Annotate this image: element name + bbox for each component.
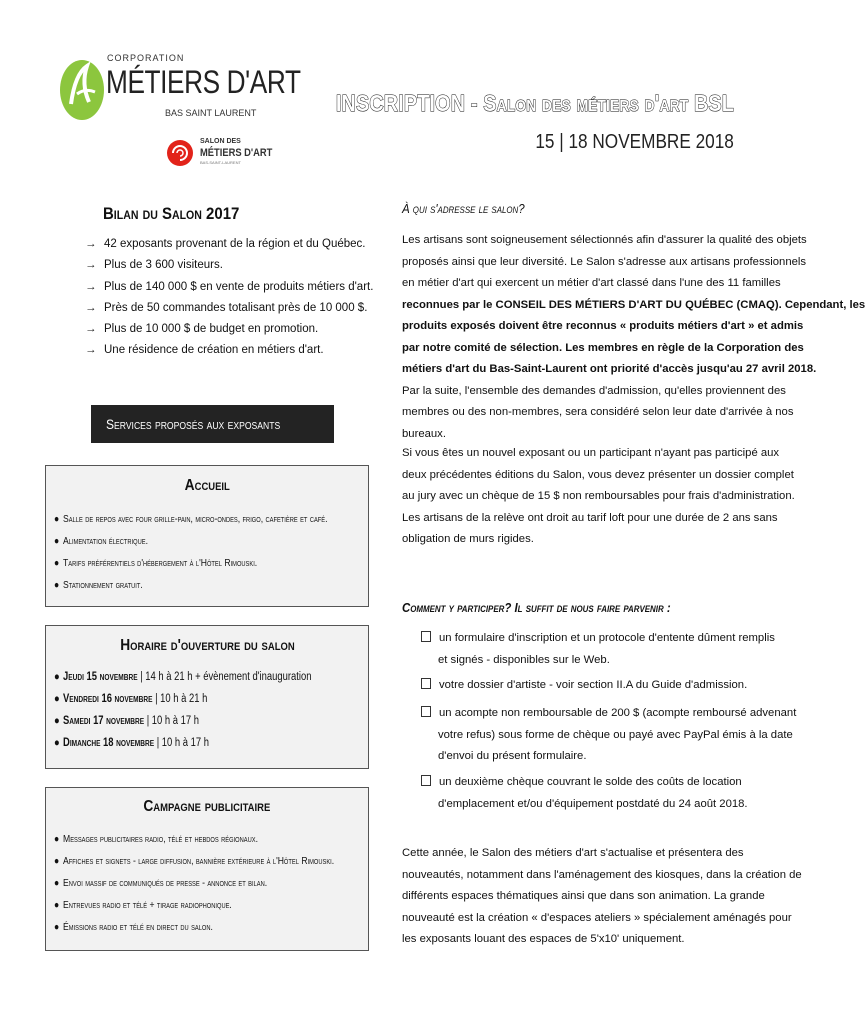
checklist-item xyxy=(421,628,775,671)
services-banner-label: Services proposés aux exposants xyxy=(106,416,281,432)
text-line: votre refus) sous forme de chèque ou payé avec PayPal émis à la date xyxy=(438,728,793,741)
horaire-title: Horaire d'ouverture du salon xyxy=(119,637,295,654)
arrow-icon: → xyxy=(85,238,97,250)
text-line: obligation de murs rigides. xyxy=(402,533,534,545)
list-item: ● Dimanche 18 novembre | 10 h à 17 h xyxy=(54,737,209,749)
list-item: → Près de 50 commandes totalisant près de 10 000 $. xyxy=(85,301,368,314)
text-line: un formulaire d'inscription et un protocole d'entente dûment remplis xyxy=(421,628,737,650)
text-line: Les artisans sont soigneusement sélectionnés afin d'assurer la qualité des objets xyxy=(402,234,807,246)
accueil-box xyxy=(45,465,369,607)
novelty-paragraph xyxy=(402,843,802,951)
logo-region: BAS SAINT LAURENT xyxy=(165,108,257,118)
list-item: ● Alimentation électrique. xyxy=(54,535,148,547)
text-line: nouveautés, notamment dans l'aménagement des kiosques, dans la création de xyxy=(402,868,802,881)
text-line: différents espaces thématiques ainsi que dans son animation. La grande xyxy=(402,890,765,902)
checkbox-icon xyxy=(421,678,431,689)
services-banner xyxy=(91,405,334,443)
arrow-icon: → xyxy=(85,344,97,357)
salon-logo-line3: BAS-SAINT-LAURENT xyxy=(200,160,241,165)
text-line: par notre comité de sélection. Les membres en règle de la Corporation des xyxy=(402,341,804,354)
list-item: ● Stationnement gratuit. xyxy=(54,579,143,591)
text-line: d'emplacement et/ou d'équipement postdaté du 24 août 2018. xyxy=(438,797,748,810)
logo-corporation-text: CORPORATION xyxy=(107,53,185,63)
text-line: Les artisans de la relève ont droit au tarif loft pour une durée de 2 ans sans xyxy=(402,511,778,524)
bullet-icon: ● xyxy=(54,557,60,569)
bullet-icon: ● xyxy=(54,737,60,749)
text-line: Cette année, le Salon des métiers d'art s'actualise et présentera des xyxy=(402,847,744,859)
bullet-icon: ● xyxy=(54,693,60,705)
campagne-box xyxy=(45,787,369,951)
text-line: en métier d'art qui exercent un métier d'art classé dans l'une des 11 familles xyxy=(402,277,781,289)
text-line: un deuxième chèque couvrant le solde des coûts de location xyxy=(421,772,737,794)
list-item: ● Affiches et signets - large diffusion, bannière extérieure à l'Hôtel Rimouski. xyxy=(54,855,335,867)
checkbox-icon xyxy=(421,631,431,642)
bullet-icon: ● xyxy=(54,877,60,889)
logo-title: MÉTIERS D'ART xyxy=(106,64,301,100)
text-line: et signés - disponibles sur le Web. xyxy=(438,653,610,666)
text-line: Par la suite, l'ensemble des demandes d'admission, qu'elles proviennent des xyxy=(402,384,786,397)
list-item: → Plus de 140 000 $ en vente de produits métiers d'art. xyxy=(85,280,374,293)
list-item: ● Entrevues radio et télé + tirage radiophonique. xyxy=(54,899,232,911)
text-line: Si vous êtes un nouvel exposant ou un participant n'ayant pas participé aux xyxy=(402,447,780,459)
text-line: au jury avec un chèque de 15 $ non remboursables pour frais d'administration. xyxy=(402,490,795,502)
page-title: INSCRIPTION - Salon des métiers d'art BSL xyxy=(335,90,734,116)
bullet-icon: ● xyxy=(54,535,60,547)
text-line: nouveauté est la création « d'espaces ateliers » spécialement aménagés pour xyxy=(402,911,792,924)
bullet-icon: ● xyxy=(54,899,60,911)
checklist-item xyxy=(421,675,748,697)
checklist-item xyxy=(421,703,797,768)
list-item: ● Envoi massif de communiqués de presse - annonce et bilan. xyxy=(54,877,268,889)
text-line: un acompte non remboursable de 200 $ (acompte remboursé advenant xyxy=(421,703,737,725)
text-line: membres ou des non-membres, sera considéré selon leur date d'arrivée à nos xyxy=(402,406,794,418)
how-to-participate-heading: Comment y participer? Il suffit de nous faire parvenir : xyxy=(402,600,671,615)
salon-logo-icon xyxy=(166,139,194,167)
list-item: ● Samedi 17 novembre | 10 h à 17 h xyxy=(54,715,199,727)
bullet-icon: ● xyxy=(54,671,60,683)
text-line: votre dossier d'artiste - voir section II.A du Guide d'admission. xyxy=(421,675,737,697)
list-item: ● Salle de repos avec four grille-pain, micro-ondes, frigo, cafetière et café. xyxy=(54,513,328,525)
arrow-icon: → xyxy=(85,323,97,336)
checkbox-icon xyxy=(421,706,431,717)
bullet-icon: ● xyxy=(54,921,60,933)
accueil-title: Accueil xyxy=(184,477,230,494)
list-item: → 42 exposants provenant de la région et du Québec. xyxy=(85,238,366,250)
text-line: les exposants louant des espaces de 5'x10' uniquement. xyxy=(402,933,685,945)
salon-logo-line1: SALON DES xyxy=(200,138,241,145)
list-item: ● Émissions radio et télé en direct du salon. xyxy=(54,921,213,933)
list-item: → Plus de 10 000 $ de budget en promotion. xyxy=(85,323,319,336)
list-item: ● Messages publicitaires radio, télé et hebdos régionaux. xyxy=(54,833,258,845)
list-item: ● Vendredi 16 novembre | 10 h à 21 h xyxy=(54,693,208,705)
bilan-list xyxy=(85,238,385,366)
new-exhibitor-paragraph xyxy=(402,443,795,551)
bilan-title: Bilan du Salon 2017 xyxy=(103,204,240,223)
text-line: produits exposés doivent être reconnus « produits métiers d'art » et admis xyxy=(402,320,804,332)
checkbox-icon xyxy=(421,775,431,786)
text-line: proposés ainsi que leur diversité. Le Salon s'adresse aux artisans professionnels xyxy=(402,255,807,268)
bullet-icon: ● xyxy=(54,855,60,867)
arrow-icon: → xyxy=(85,280,97,293)
campagne-title: Campagne publicitaire xyxy=(143,798,271,815)
corporation-logo-icon xyxy=(57,54,107,124)
bullet-icon: ● xyxy=(54,715,60,727)
bullet-icon: ● xyxy=(54,513,60,525)
event-dates: 15 | 18 NOVEMBRE 2018 xyxy=(535,131,734,153)
text-line: reconnues par le CONSEIL DES MÉTIERS D'ART DU QUÉBEC (CMAQ). Cependant, les xyxy=(402,298,865,311)
list-item: → Une résidence de création en métiers d'art. xyxy=(85,344,324,357)
audience-paragraph xyxy=(402,230,865,445)
text-line: deux précédentes éditions du Salon, vous devez présenter un dossier complet xyxy=(402,468,794,481)
horaire-box xyxy=(45,625,369,769)
bullet-icon: ● xyxy=(54,833,60,845)
salon-logo-line2: MÉTIERS D'ART xyxy=(200,147,273,159)
list-item: ● Tarifs préférentiels d'hébergement à l'Hôtel Rimouski. xyxy=(54,557,258,569)
list-item: → Plus de 3 600 visiteurs. xyxy=(85,259,223,272)
text-line: bureaux. xyxy=(402,427,446,440)
arrow-icon: → xyxy=(85,259,97,272)
arrow-icon: → xyxy=(85,301,97,314)
text-line: d'envoi du présent formulaire. xyxy=(438,750,587,762)
list-item: ● Jeudi 15 novembre | 14 h à 21 h + évènement d'inauguration xyxy=(54,671,312,683)
text-line: métiers d'art du Bas-Saint-Laurent ont priorité d'accès jusqu'au 27 avril 2018. xyxy=(402,363,817,375)
checklist-item xyxy=(421,772,748,815)
bullet-icon: ● xyxy=(54,579,60,591)
audience-question: À qui s'adresse le salon? xyxy=(402,201,525,216)
